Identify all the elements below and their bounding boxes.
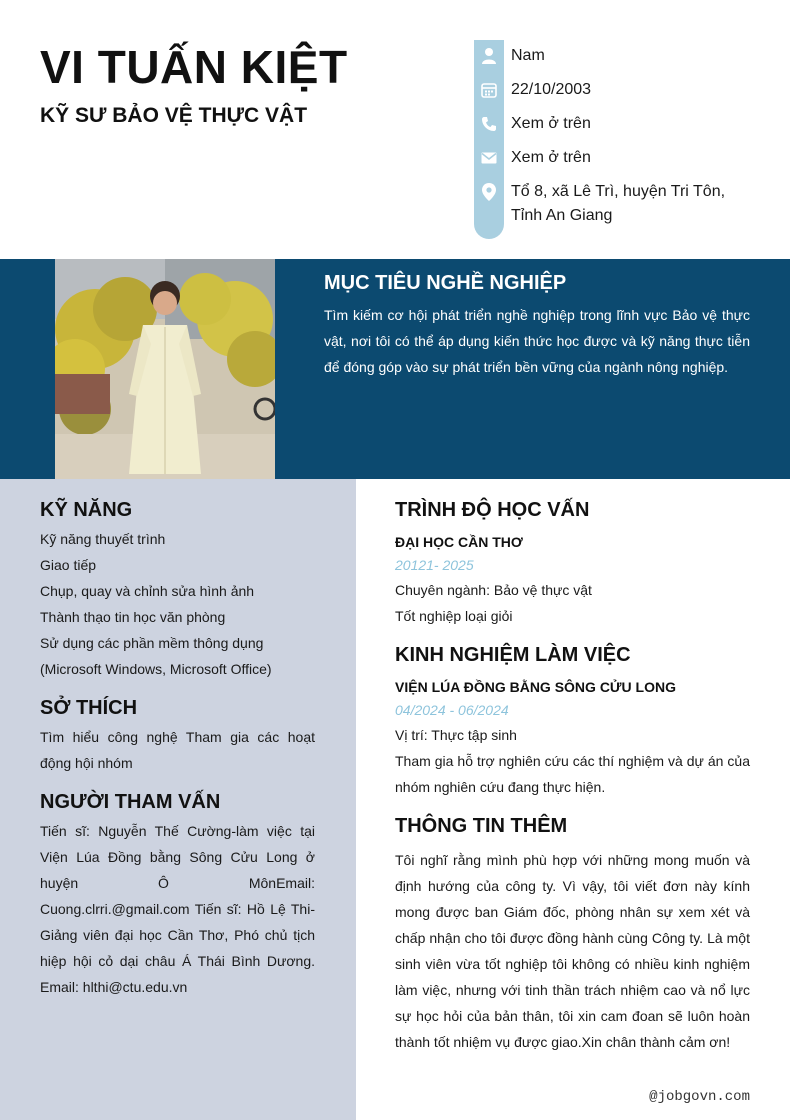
hobbies-text: Tìm hiểu công nghệ Tham gia các hoạt động hội nhóm [40, 729, 315, 771]
skill-item: Giao tiếp [40, 557, 97, 573]
objective-text: Tìm kiếm cơ hội phát triển nghề nghiệp trong lĩnh vực Bảo vệ thực vật, nơi tôi có thể áp dụng kiến thức học được và kỹ năng thực tiễn để đóng góp vào sự phát triển bền vững của ngành nông nghiệp. [324, 307, 750, 375]
candidate-name: VI TUẤN KIỆT [40, 41, 348, 93]
location-pin-icon [474, 180, 504, 204]
right-column [356, 479, 790, 1120]
experience-date: 04/2024 - 06/2024 [395, 702, 509, 718]
education-grade: Tốt nghiệp loại giỏi [395, 608, 513, 624]
education-major: Chuyên ngành: Bảo vệ thực vật [395, 582, 592, 598]
left-column [0, 479, 356, 1120]
education-school: ĐẠI HỌC CẦN THƠ [395, 534, 523, 550]
phone-icon [474, 112, 504, 136]
experience-heading: KINH NGHIỆM LÀM VIỆC [395, 644, 631, 666]
mail-icon [474, 146, 504, 170]
experience-org: VIỆN LÚA ĐỒNG BẰNG SÔNG CỬU LONG [395, 679, 676, 695]
skill-item: Chụp, quay và chỉnh sửa hình ảnh [40, 583, 255, 599]
profile-photo [55, 259, 275, 479]
candidate-title: KỸ SƯ BẢO VỆ THỰC VẬT [40, 104, 308, 127]
skill-item: Kỹ năng thuyết trình [40, 531, 166, 547]
contact-email-value[interactable]: Xem ở trên [511, 149, 591, 166]
footer-watermark: @jobgovn.com [649, 1089, 750, 1105]
objective-heading: MỤC TIÊU NGHỀ NGHIỆP [324, 272, 567, 294]
additional-info-text: Tôi nghĩ rằng mình phù hợp với những mong muốn và định hướng của công ty. Vì vậy, tôi viết đơn này kính mong được ban Giám đốc, phòng nhân sự xem xét và chấp nhận cho tôi được đồng hành cùng Công ty. Là một sinh viên vừa tốt nghiệp tôi không có nhiều kinh nghiệm làm việc, nhưng với tinh thần trách nhiệm cao và nổ lực sự học hỏi của bản thân, tôi xin cam đoan sẽ luôn hoàn thành tốt nhiệm vụ được giao.Xin chân thành cảm ơn! [395, 852, 750, 1050]
references-text: Tiến sĩ: Nguyễn Thế Cường-làm việc tại Viện Lúa Đồng bằng Sông Cửu Long ở huyện Ô MônEmail: Cuong.clrri.@gmail.com Tiến sĩ: Hồ Lệ Thi-Giảng viên đại học Cần Thơ, Phó chủ tịch hiệp hội cỏ dại châu Á Thái Bình Dương. Email: hlthi@ctu.edu.vn [40, 823, 315, 995]
contact-gender-value: Nam [511, 47, 545, 64]
skill-item: Thành thạo tin học văn phòng [40, 609, 226, 625]
references-heading: NGƯỜI THAM VẤN [40, 791, 221, 813]
skill-item: (Microsoft Windows, Microsoft Office) [40, 661, 272, 677]
experience-position: Vị trí: Thực tập sinh [395, 727, 517, 743]
contact-address-value: Tổ 8, xã Lê Trì, huyện Tri Tôn, Tỉnh An Giang [511, 183, 726, 224]
person-icon [474, 44, 504, 68]
experience-description: Tham gia hỗ trợ nghiên cứu các thí nghiệm và dự án của nhóm nghiên cứu đang thực hiện. [395, 753, 750, 795]
cv-header [0, 0, 790, 259]
education-heading: TRÌNH ĐỘ HỌC VẤN [395, 499, 590, 521]
additional-info-heading: THÔNG TIN THÊM [395, 815, 568, 837]
skill-item: Sử dụng các phần mềm thông dụng [40, 635, 264, 651]
hobbies-heading: SỞ THÍCH [40, 697, 138, 719]
contact-birthdate-value: 22/10/2003 [511, 81, 592, 98]
contact-icon-bar [474, 40, 504, 239]
objective-band [0, 259, 790, 479]
skills-heading: KỸ NĂNG [40, 499, 133, 521]
education-date: 20121- 2025 [395, 557, 474, 573]
contact-phone-value[interactable]: Xem ở trên [511, 115, 591, 132]
calendar-icon [474, 78, 504, 102]
